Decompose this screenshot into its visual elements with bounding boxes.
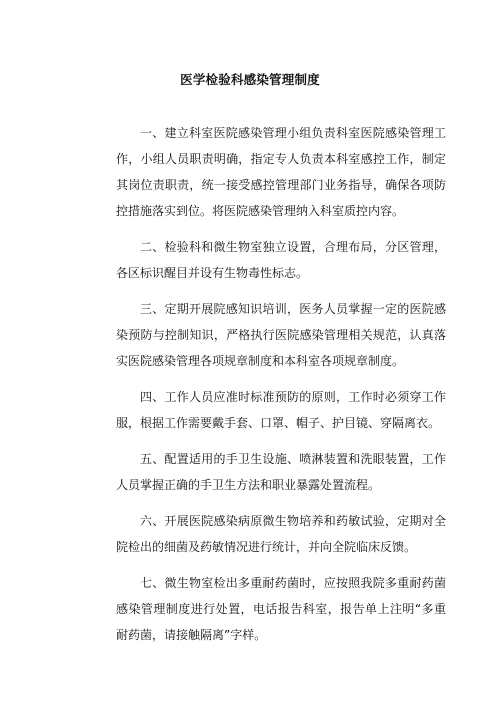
paragraph-2: 二、检验科和微生物室独立设置，合理布局，分区管理，各区标识醒目并设有生物毒性标志。 xyxy=(116,240,446,280)
paragraph-4: 四、工作人员应准时标准预防的原则，工作时必须穿工作服，根据工作需要戴手套、口罩、帽子、护目镜、穿隔离衣。 xyxy=(116,390,446,430)
paragraph-7: 七、微生物室检出多重耐药菌时，应按照我院多重耐药菌感染管理制度进行处置，电话报告科室，报告单上注明“多重耐药菌，请接触隔离”字样。 xyxy=(116,576,446,642)
document-title: 医学检验科感染管理制度 xyxy=(180,72,320,87)
paragraph-3: 三、定期开展院感知识培训，医务人员掌握一定的医院感染预防与控制知识，严格执行医院感染管理相关规范，认真落实医院感染管理各项规章制度和本科室各项规章制度。 xyxy=(116,302,446,368)
document-body xyxy=(116,120,446,658)
paragraph-6: 六、开展医院感染病原微生物培养和药敏试验，定期对全院检出的细菌及药敏情况进行统计，并向全院临床反馈。 xyxy=(116,514,446,554)
paragraph-1: 一、建立科室医院感染管理小组负责科室医院感染管理工作，小组人员职责明确，指定专人负责本科室感控工作，制定其岗位责职责，统一接受感控管理部门业务指导，确保各项防控措施落实到位。将医院感染管理纳入科室质控内容。 xyxy=(116,126,446,218)
paragraph-5: 五、配置适用的手卫生设施、喷淋装置和洗眼装置，工作人员掌握正确的手卫生方法和职业暴露处置流程。 xyxy=(116,452,446,492)
